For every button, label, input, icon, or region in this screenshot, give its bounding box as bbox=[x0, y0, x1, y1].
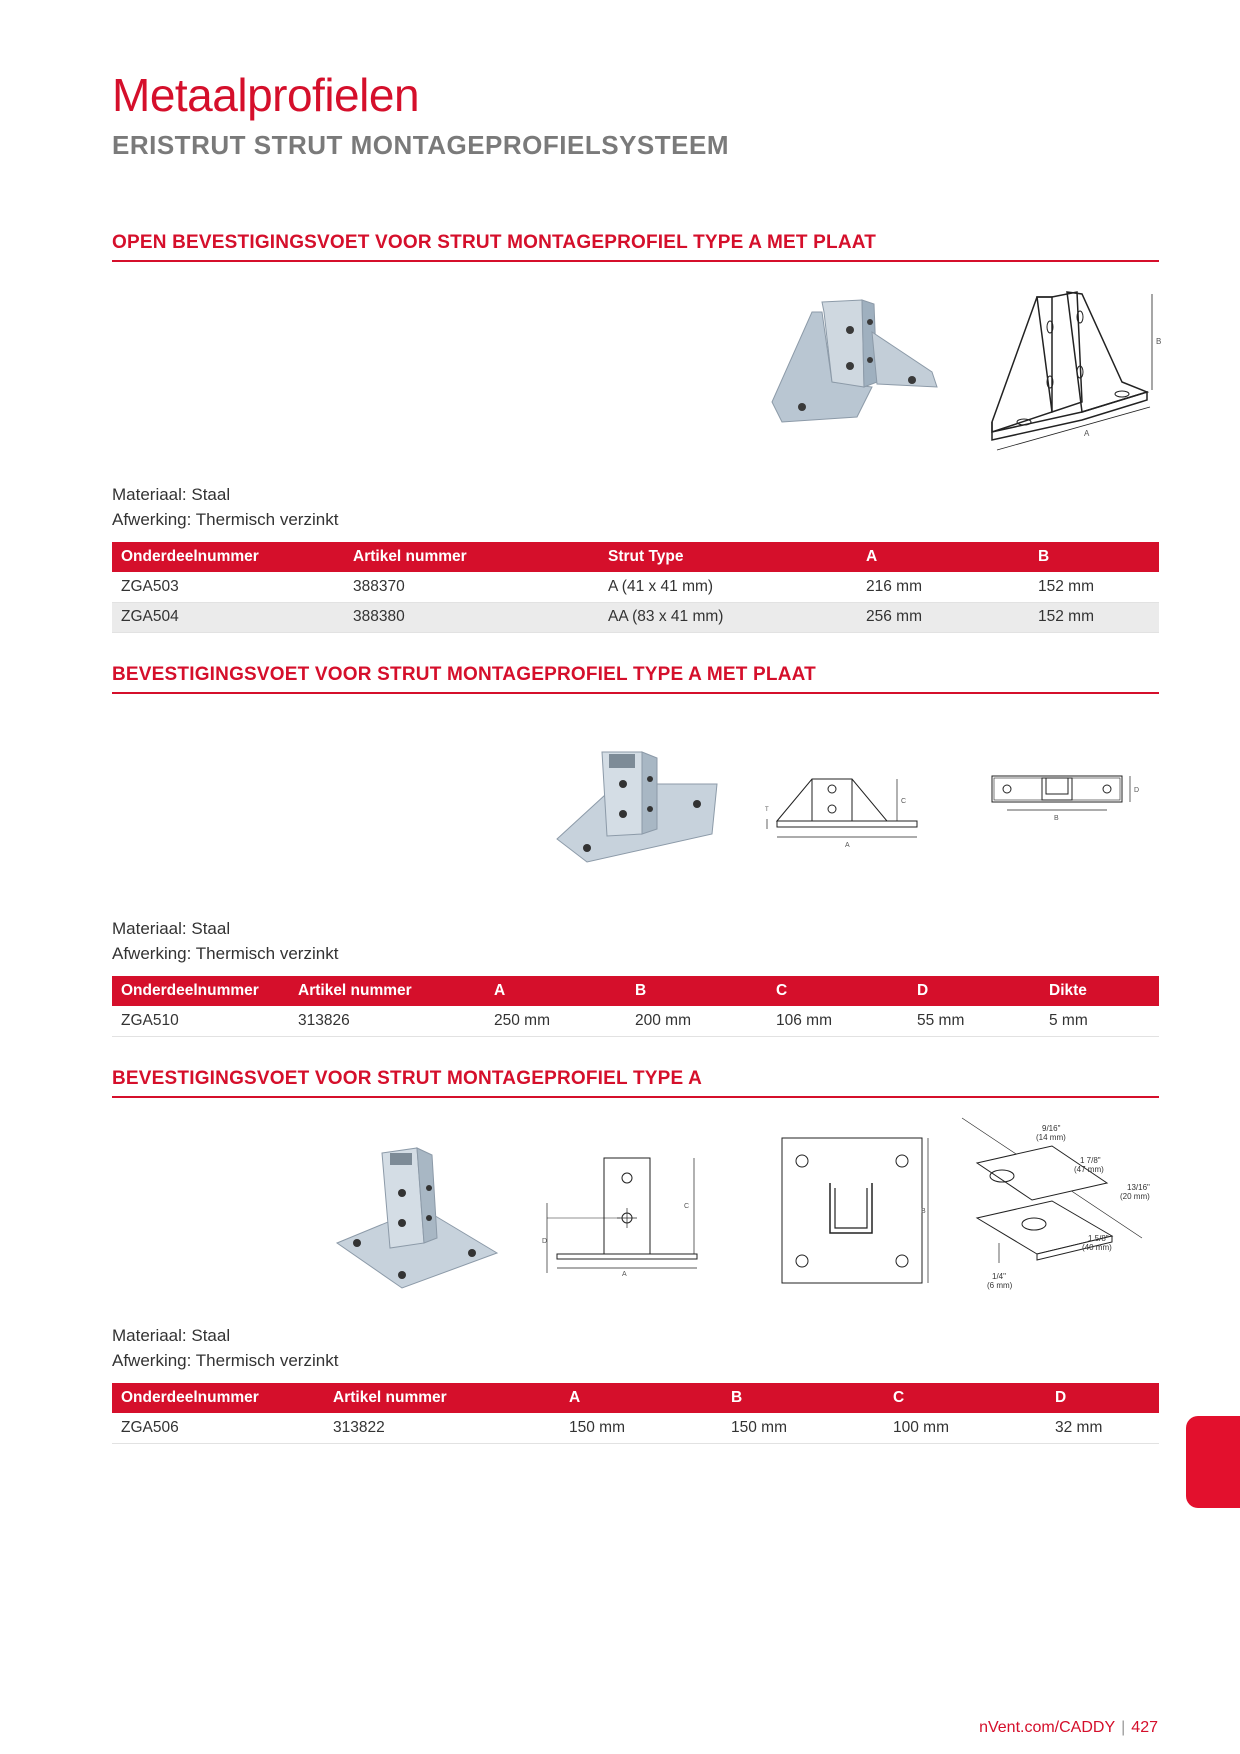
technical-drawing-top-view bbox=[982, 764, 1152, 834]
table-cell: 100 mm bbox=[884, 1413, 1046, 1443]
dim-label-4: 1 5/8" bbox=[1088, 1234, 1109, 1243]
table-cell: 32 mm bbox=[1046, 1413, 1159, 1443]
table-cell: ZGA504 bbox=[112, 602, 344, 632]
table-cell: ZGA506 bbox=[112, 1413, 324, 1443]
page-subtitle: ERISTRUT STRUT MONTAGEPROFIELSYSTEEM bbox=[112, 130, 729, 160]
dim-label-b: B bbox=[1156, 337, 1162, 346]
table-cell: 250 mm bbox=[485, 1006, 626, 1036]
table-cell: ZGA510 bbox=[112, 1006, 289, 1036]
product-table bbox=[112, 976, 1159, 1037]
product-photo-base-type-a bbox=[332, 1143, 502, 1293]
col-header: Artikel nummer bbox=[324, 1383, 560, 1413]
table-cell: 216 mm bbox=[857, 572, 1029, 602]
table-cell: A (41 x 41 mm) bbox=[599, 572, 857, 602]
dim-label-d: D bbox=[542, 1238, 548, 1245]
dim-label-t: T bbox=[765, 807, 769, 813]
col-header: A bbox=[485, 976, 626, 1006]
col-header: Strut Type bbox=[599, 542, 857, 572]
table-cell: 256 mm bbox=[857, 602, 1029, 632]
table-cell: 5 mm bbox=[1040, 1006, 1159, 1036]
chapter-tab bbox=[1186, 1416, 1240, 1508]
col-header: D bbox=[908, 976, 1040, 1006]
product-table bbox=[112, 1383, 1159, 1444]
dim-label-b: B bbox=[1054, 815, 1059, 822]
material-text: Materiaal: Staal bbox=[112, 485, 231, 504]
table-header-row bbox=[112, 976, 1159, 1006]
col-header: Dikte bbox=[1040, 976, 1159, 1006]
figure-area bbox=[112, 694, 1159, 916]
figure-area bbox=[112, 262, 1162, 482]
col-header: D bbox=[1046, 1383, 1159, 1413]
section-base-type-a bbox=[112, 1068, 1159, 1444]
table-row bbox=[112, 1413, 1159, 1443]
section-open-base-with-plate bbox=[112, 232, 1162, 633]
table-row bbox=[112, 1006, 1159, 1036]
table-row bbox=[112, 572, 1159, 602]
table-cell: 55 mm bbox=[908, 1006, 1040, 1036]
section-title: BEVESTIGINGSVOET VOOR STRUT MONTAGEPROFIEL TYPE A MET PLAAT bbox=[112, 664, 1159, 694]
product-table bbox=[112, 542, 1159, 633]
material-text: Materiaal: Staal bbox=[112, 1326, 231, 1345]
dim-label-c: C bbox=[901, 798, 907, 805]
table-cell: 106 mm bbox=[767, 1006, 908, 1036]
dim-label-5-mm: (6 mm) bbox=[987, 1281, 1013, 1290]
footer bbox=[979, 1719, 1158, 1737]
page-title: Metaalprofielen bbox=[112, 69, 420, 121]
col-header: A bbox=[560, 1383, 722, 1413]
col-header: B bbox=[722, 1383, 884, 1413]
table-header-row bbox=[112, 1383, 1159, 1413]
section-base-with-plate bbox=[112, 664, 1159, 1037]
material-text: Materiaal: Staal bbox=[112, 919, 231, 938]
dim-label-a: A bbox=[845, 842, 850, 849]
col-header: Onderdeelnummer bbox=[112, 1383, 324, 1413]
figure-area bbox=[112, 1098, 1159, 1323]
dim-label-4-mm: (40 mm) bbox=[1082, 1243, 1112, 1252]
dim-label-a: A bbox=[622, 1271, 627, 1278]
table-cell: 152 mm bbox=[1029, 602, 1159, 632]
dim-label-3: 13/16" bbox=[1127, 1183, 1150, 1192]
col-header: B bbox=[626, 976, 767, 1006]
table-cell: 388380 bbox=[344, 602, 599, 632]
dim-label-1-mm: (14 mm) bbox=[1036, 1133, 1066, 1142]
dim-label-5: 1/4" bbox=[992, 1272, 1006, 1281]
finish-text: Afwerking: Thermisch verzinkt bbox=[112, 510, 339, 529]
col-header: A bbox=[857, 542, 1029, 572]
table-cell: 313822 bbox=[324, 1413, 560, 1443]
col-header: Artikel nummer bbox=[289, 976, 485, 1006]
technical-drawing-side-view bbox=[757, 759, 937, 859]
col-header: Onderdeelnummer bbox=[112, 976, 289, 1006]
table-header-row bbox=[112, 542, 1159, 572]
technical-drawing-side-view bbox=[542, 1148, 702, 1278]
footer-separator: | bbox=[1121, 1719, 1126, 1736]
table-cell: 200 mm bbox=[626, 1006, 767, 1036]
finish-text: Afwerking: Thermisch verzinkt bbox=[112, 1351, 339, 1370]
dim-label-1: 9/16" bbox=[1042, 1124, 1061, 1133]
table-cell: 150 mm bbox=[722, 1413, 884, 1443]
col-header: B bbox=[1029, 542, 1159, 572]
section-title: OPEN BEVESTIGINGSVOET VOOR STRUT MONTAGEPROFIEL TYPE A MET PLAAT bbox=[112, 232, 1159, 262]
col-header: Onderdeelnummer bbox=[112, 542, 344, 572]
table-cell: 150 mm bbox=[560, 1413, 722, 1443]
dim-label-b: B bbox=[921, 1208, 926, 1215]
dim-label-2: 1 7/8" bbox=[1080, 1156, 1101, 1165]
technical-drawing-top-view bbox=[772, 1133, 932, 1303]
product-photo-open-base bbox=[762, 292, 952, 432]
col-header: Artikel nummer bbox=[344, 542, 599, 572]
dim-label-d: D bbox=[1134, 787, 1140, 794]
table-cell: AA (83 x 41 mm) bbox=[599, 602, 857, 632]
dim-label-a: A bbox=[1084, 429, 1090, 438]
finish-text: Afwerking: Thermisch verzinkt bbox=[112, 944, 339, 963]
dim-label-c: C bbox=[684, 1203, 690, 1210]
section-title: BEVESTIGINGSVOET VOOR STRUT MONTAGEPROFIEL TYPE A bbox=[112, 1068, 1159, 1098]
table-cell: 313826 bbox=[289, 1006, 485, 1036]
dim-label-3-mm: (20 mm) bbox=[1120, 1192, 1150, 1201]
technical-drawing-hole-detail bbox=[952, 1108, 1157, 1308]
col-header: C bbox=[884, 1383, 1046, 1413]
footer-site-link[interactable]: nVent.com/CADDY bbox=[979, 1719, 1116, 1736]
col-header: C bbox=[767, 976, 908, 1006]
page-number: 427 bbox=[1131, 1719, 1158, 1736]
product-photo-base-with-plate bbox=[547, 744, 727, 874]
table-cell: 152 mm bbox=[1029, 572, 1159, 602]
table-cell: 388370 bbox=[344, 572, 599, 602]
table-row bbox=[112, 602, 1159, 632]
table-cell: ZGA503 bbox=[112, 572, 344, 602]
dim-label-2-mm: (47 mm) bbox=[1074, 1165, 1104, 1174]
technical-drawing-open-base bbox=[972, 282, 1172, 462]
